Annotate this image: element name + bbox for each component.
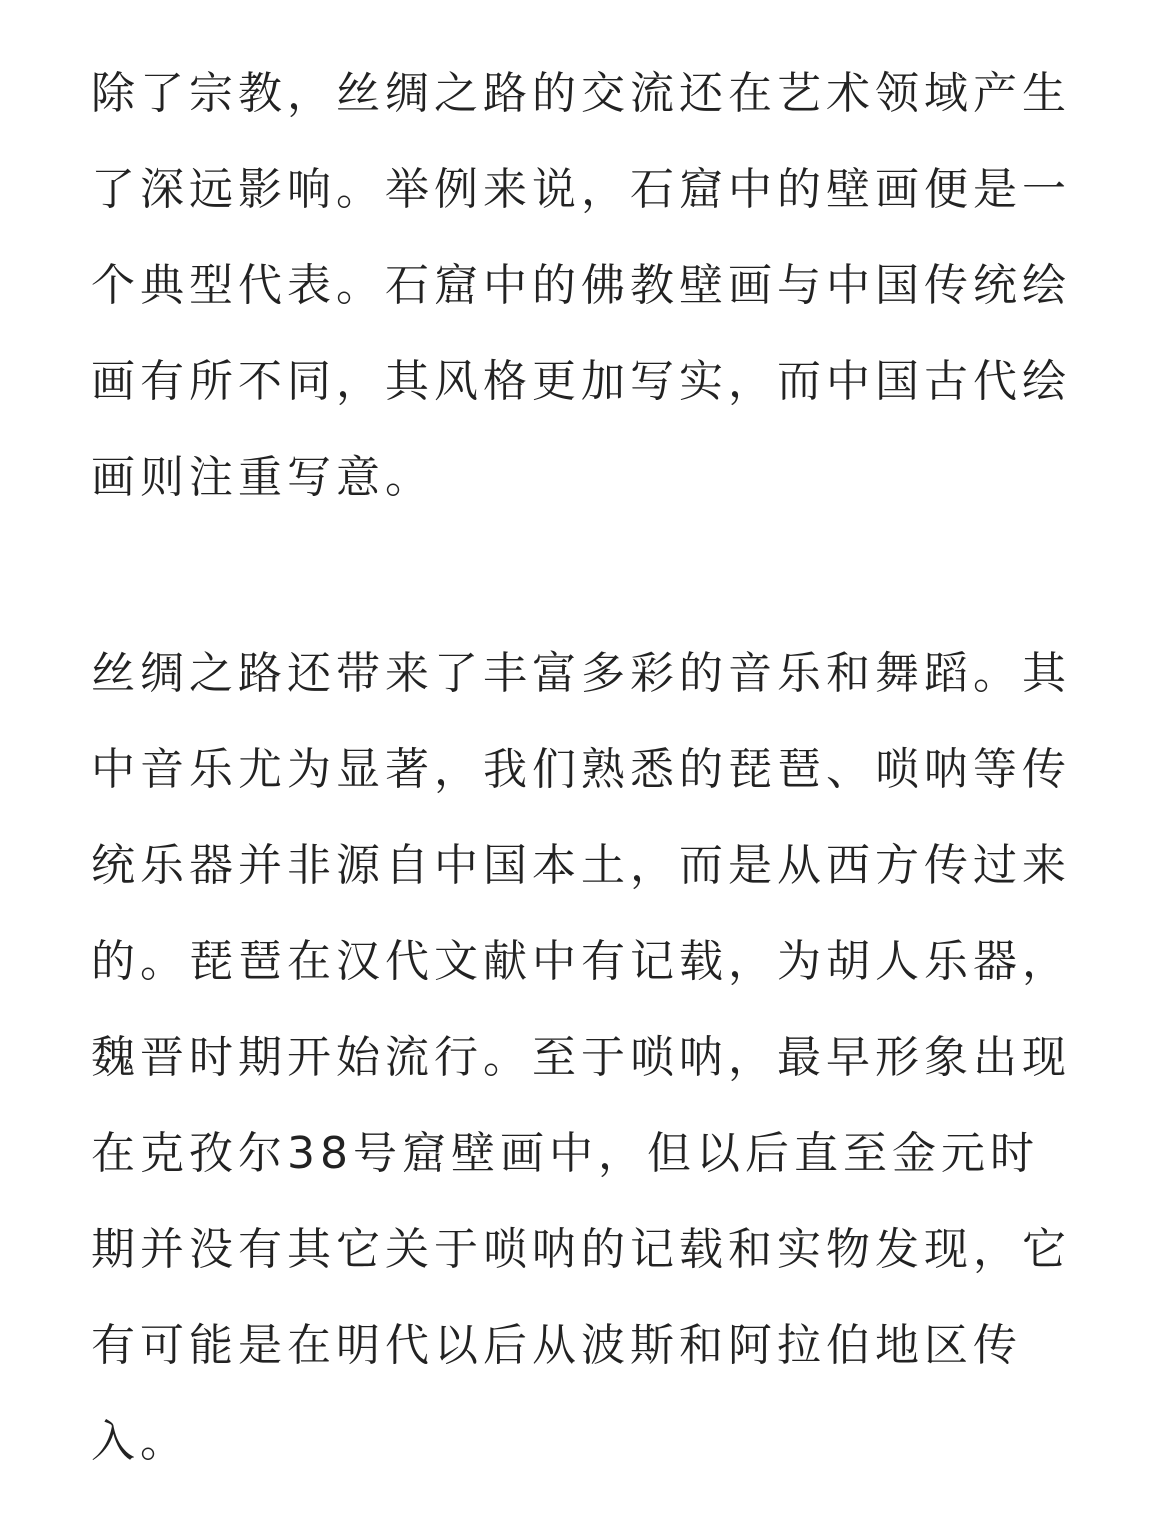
text-line: 有可能是在明代以后从波斯和阿拉伯地区传 xyxy=(91,1320,1022,1371)
paragraph-art-influence xyxy=(91,46,1081,526)
text-line: 画则注重写意。 xyxy=(91,452,434,503)
text-line: 期并没有其它关于唢呐的记载和实物发现，它 xyxy=(91,1224,1071,1275)
text-line: 入。 xyxy=(91,1416,189,1467)
text-line: 中音乐尤为显著，我们熟悉的琵琶、唢呐等传 xyxy=(91,744,1071,795)
text-line: 魏晋时期开始流行。至于唢呐，最早形象出现 xyxy=(91,1032,1071,1083)
text-line: 统乐器并非源自中国本土，而是从西方传过来 xyxy=(91,840,1071,891)
text-line: 个典型代表。石窟中的佛教壁画与中国传统绘 xyxy=(91,260,1071,311)
paragraph-music-dance xyxy=(91,626,1081,1490)
text-line: 除了宗教，丝绸之路的交流还在艺术领域产生 xyxy=(91,68,1071,119)
text-line: 丝绸之路还带来了丰富多彩的音乐和舞蹈。其 xyxy=(91,648,1071,699)
text-line: 的。琵琶在汉代文献中有记载，为胡人乐器， xyxy=(91,936,1071,987)
text-line: 画有所不同，其风格更加写实，而中国古代绘 xyxy=(91,356,1071,407)
text-line: 在克孜尔38号窟壁画中，但以后直至金元时 xyxy=(91,1128,1039,1179)
text-line: 了深远影响。举例来说，石窟中的壁画便是一 xyxy=(91,164,1071,215)
article-body xyxy=(91,46,1081,1490)
